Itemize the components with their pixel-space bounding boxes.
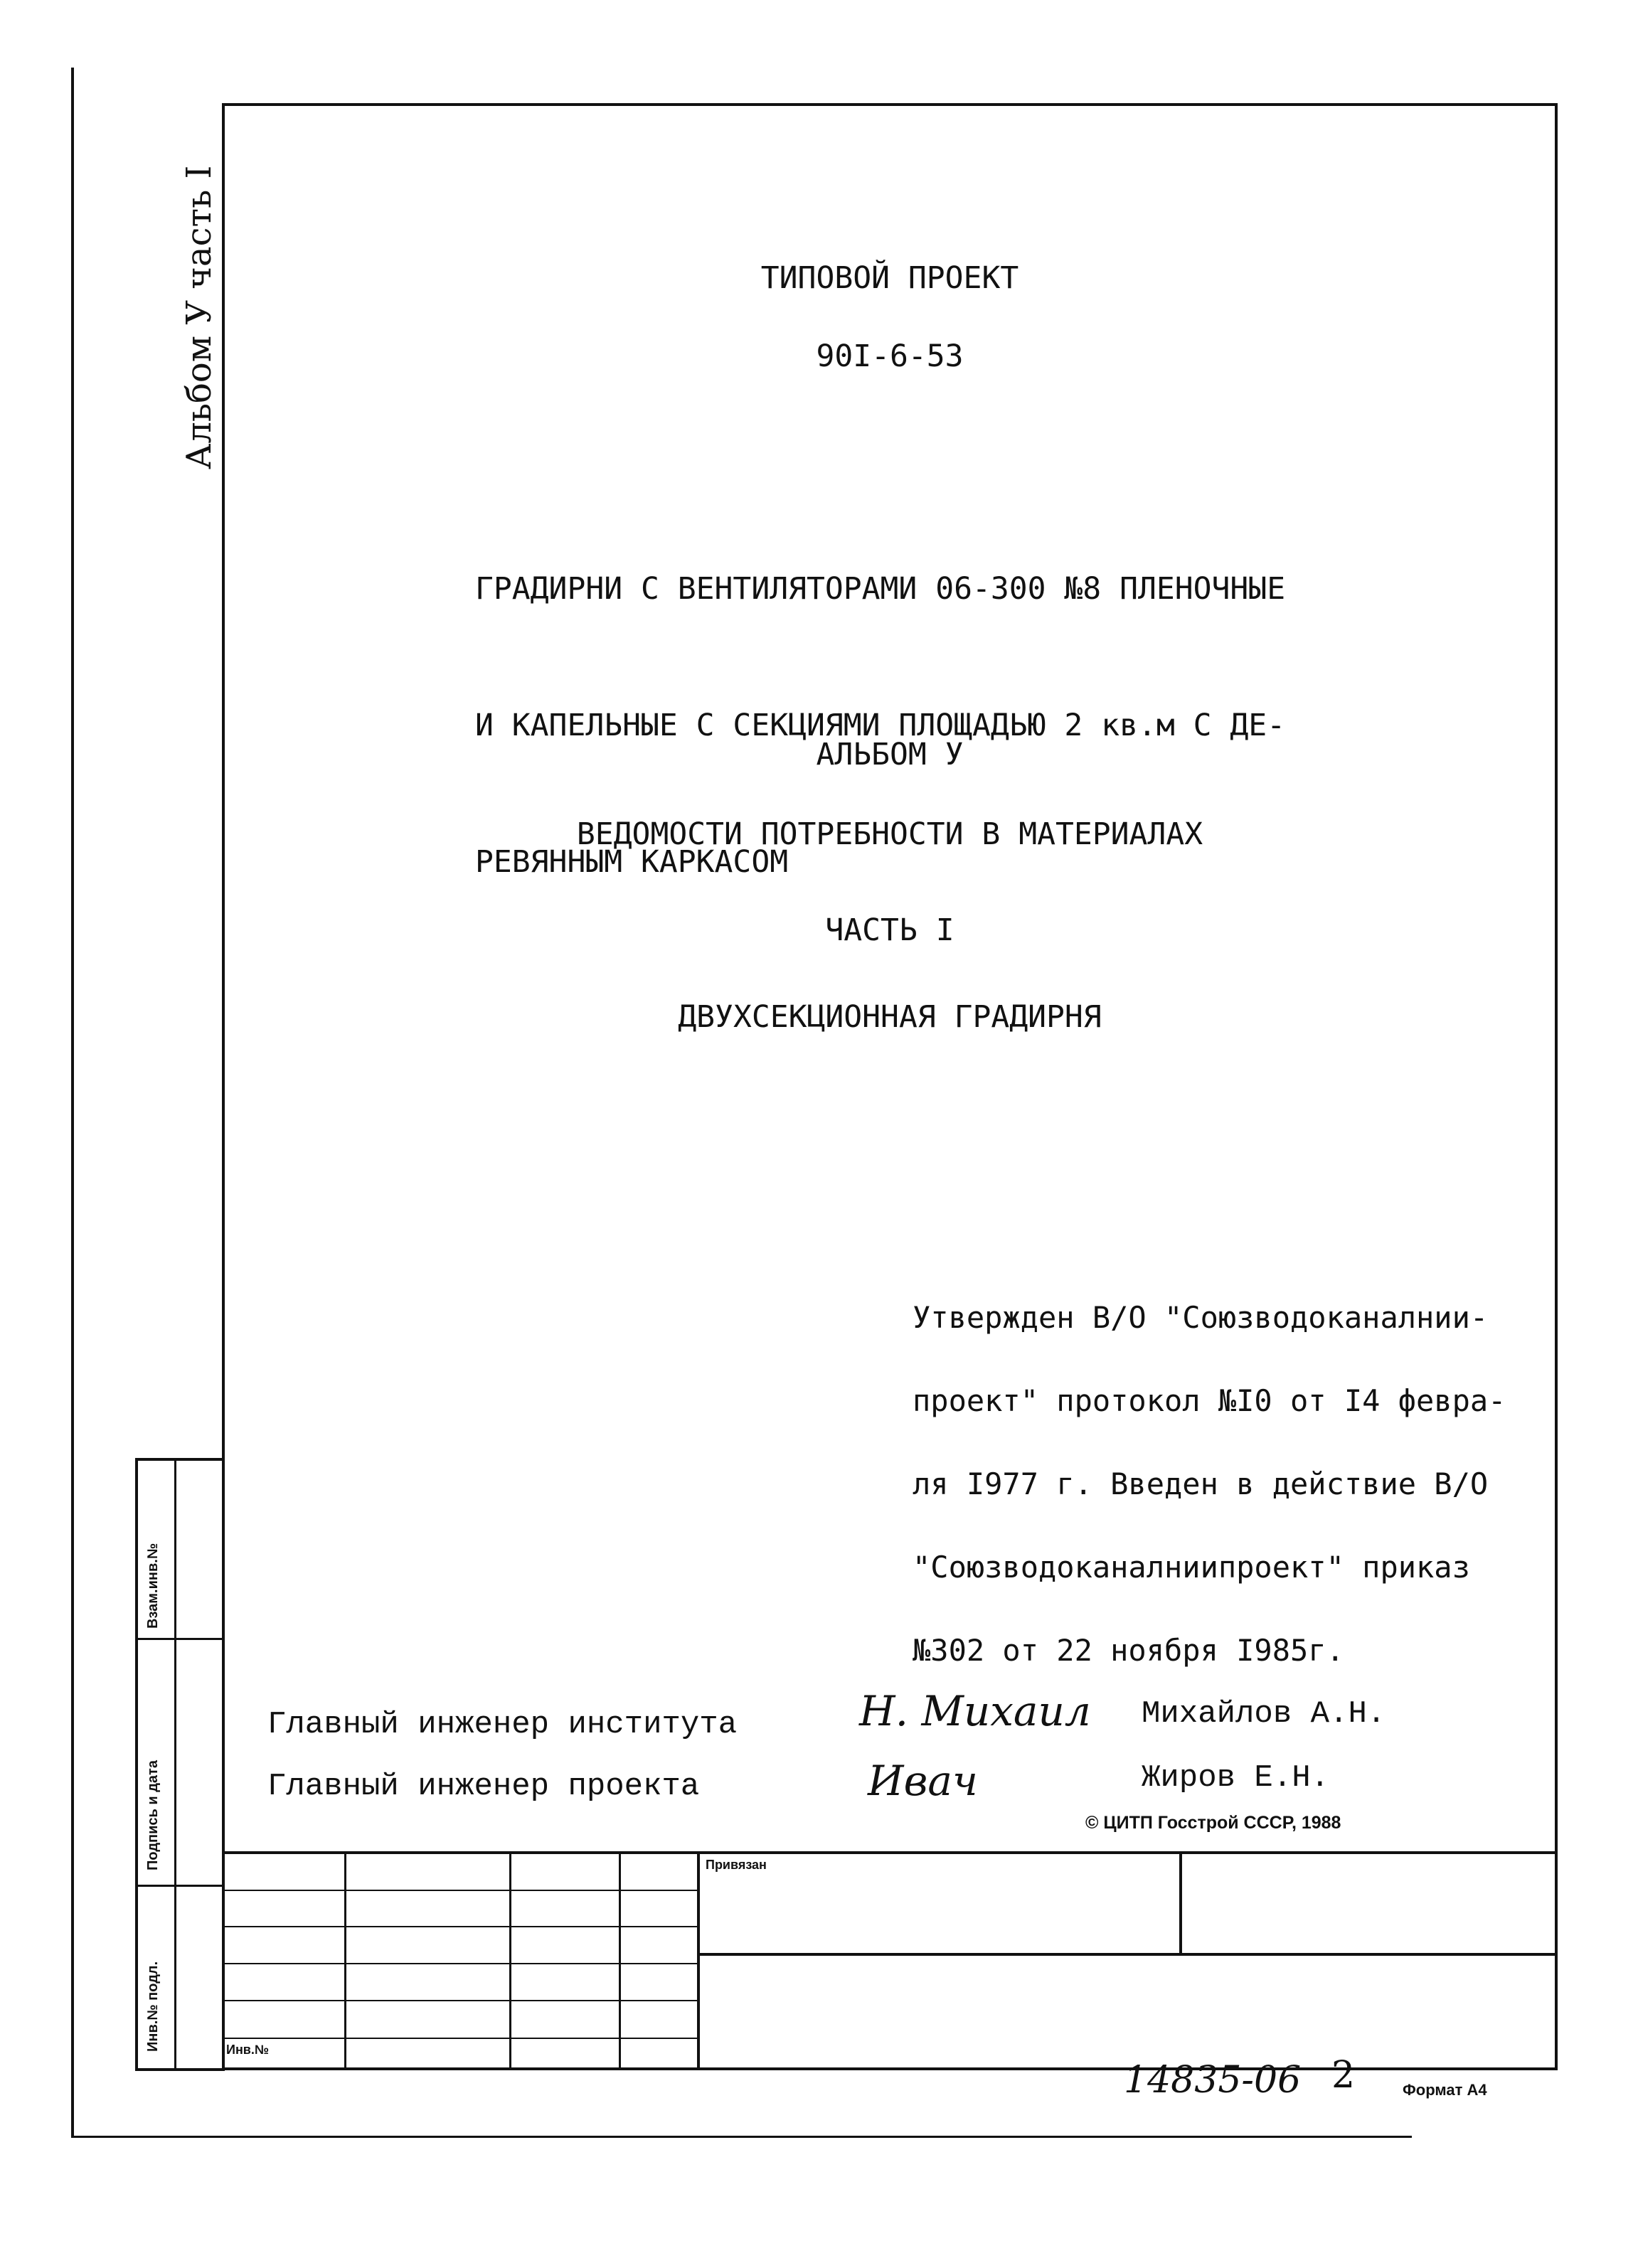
album-subject: ВЕДОМОСТИ ПОТРЕБНОСТИ В МАТЕРИАЛАХ — [576, 816, 1203, 852]
bottom-edge-line — [71, 2136, 1412, 2138]
vzam-inv-label: Взам.инв.№ — [145, 1543, 161, 1629]
project-number: 90I-6-53 — [816, 339, 964, 374]
signature-role-1: Главный инженер института — [267, 1707, 738, 1742]
album-part: ЧАСТЬ I — [825, 912, 954, 948]
inv-label: Инв.№ — [226, 2043, 269, 2057]
copyright: © ЦИТП Госстрой СССР, 1988 — [1085, 1813, 1341, 1833]
approval-line-1: Утвержден В/О "Союзводоканалнии- — [913, 1300, 1489, 1335]
album-part-title: ДВУХСЕКЦИОННАЯ ГРАДИРНЯ — [678, 999, 1102, 1035]
signature-handwritten-1: Н. Михаил — [859, 1687, 1091, 1735]
side-label: Альбом У часть I — [179, 165, 219, 469]
left-edge-line — [71, 68, 74, 2137]
signature-handwritten-2: Ивач — [868, 1757, 978, 1805]
approval-line-3: ля I977 г. Введен в действие В/О — [913, 1466, 1489, 1501]
podpis-data-label: Подпись и дата — [145, 1760, 161, 1870]
album-name: АЛЬБОМ У — [816, 737, 964, 772]
approval-line-2: проект" протокол №I0 от I4 февра- — [913, 1383, 1506, 1418]
title-line-2: И КАПЕЛЬНЫЕ С СЕКЦИЯМИ ПЛОЩАДЬЮ 2 кв.м С ДЕ- — [475, 708, 1286, 743]
title-line-3: РЕВЯННЫМ КАРКАСОМ — [475, 844, 789, 880]
project-type: ТИПОВОЙ ПРОЕКТ — [760, 260, 1019, 296]
signature-name-1: Михайлов А.Н. — [1142, 1696, 1386, 1732]
signature-name-2: Жиров Е.Н. — [1142, 1760, 1330, 1796]
approval-line-4: "Союзводоканалниипроект" приказ — [913, 1550, 1470, 1585]
signature-role-2: Главный инженер проекта — [267, 1769, 700, 1804]
inv-podl-label: Инв.№ подл. — [145, 1961, 161, 2052]
approval-line-5: №302 от 22 ноября I985г. — [913, 1633, 1344, 1668]
project-title — [475, 475, 1285, 930]
privyazan-label: Привязан — [706, 1858, 767, 1872]
page-number: 2 — [1331, 2054, 1356, 2097]
approval-note — [913, 1248, 1506, 1692]
document-number: 14835-06 — [1124, 2059, 1302, 2102]
title-line-1: ГРАДИРНИ С ВЕНТИЛЯТОРАМИ 06-300 №8 ПЛЕНОЧНЫЕ — [475, 571, 1286, 607]
format-label: Формат А4 — [1403, 2081, 1487, 2099]
